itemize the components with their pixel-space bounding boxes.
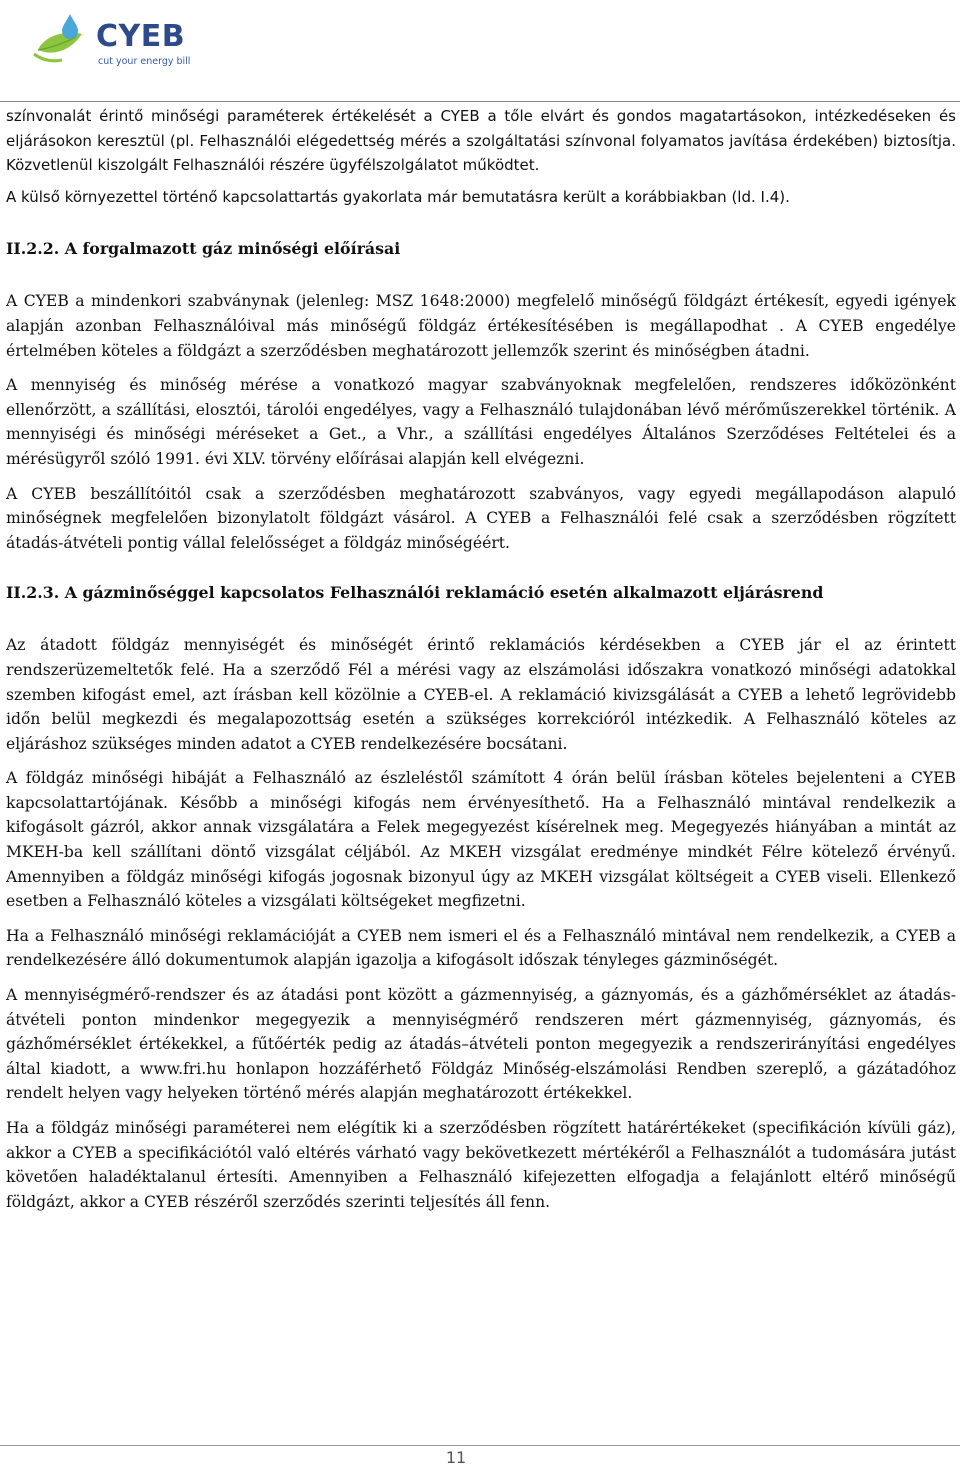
document-body: [6, 104, 956, 1214]
paragraph-standard: A CYEB a mindenkori szabványnak (jelenleg: MSZ 1648:2000) megfelelő minőségű földgázt értékesít, egyedi igények alapján azonban Felhasználóival más minőségű földgáz értékesítésében is megállapodhat . A CYEB engedélye értelmében köteles a földgázt a szerződésben meghatározott jellemzők szerint és minőségben átadni.: [6, 292, 956, 360]
logo-name: CYEB: [96, 19, 186, 54]
section-heading-complaints: II.2.3. A gázminőséggel kapcsolatos Felhasználói reklamáció esetén alkalmazott eljárásrend: [6, 583, 824, 603]
footer-divider: [0, 1445, 960, 1446]
page-number: 11: [445, 1448, 467, 1467]
section-heading-gas-quality: II.2.2. A forgalmazott gáz minőségi előírásai: [6, 239, 401, 259]
paragraph-service-quality: színvonalát érintő minőségi paraméterek értékelését a CYEB a tőle elvárt és gondos magatartásokon, intézkedéseken és eljárásokon keresztül (pl. Felhasználói elégedettség mérés a szolgáltatási színvonal folyamatos javítása érdekében) biztosítja. Közvetlenül kiszolgált Felhasználói részére ügyfélszolgálatot működtet.: [6, 107, 956, 175]
paragraph-off-spec-gas: Ha a földgáz minőségi paraméterei nem elégítik ki a szerződésben rögzített határértékeket (specifikáción kívüli gáz), akkor a CYEB a specifikációtól való eltérés várható vagy bekövetkezett mértékéről a Felhasználót a tudomására jutást követően haladéktalanul értesíti. Amennyiben a Felhasználó kifejezetten elfogadja a felajánlott eltérő minőségű földgázt, akkor a CYEB részéről szerződés szerinti teljesítés áll fenn.: [6, 1119, 956, 1211]
logo-tagline: cut your energy bill: [98, 56, 191, 67]
header-divider: [0, 101, 960, 102]
paragraph-metering-system: A mennyiségmérő-rendszer és az átadási pont között a gázmennyiség, a gáznyomás, és a gázhőmérséklet az átadás-átvételi ponton mindenkor megegyezik a mennyiségmérő rendszeren mért gázmennyiség, gáznyomás, és gázhőmérséklet értékekkel, a fűtőérték pedig az átadás–átvételi ponton megegyezik a rendszerirányítási engedélyes által kiadott, a www.fri.hu honlapon hozzáférhető Földgáz Minőség-elszámolási Rendben szereplő, a gázátadóhoz rendelt helyen vagy helyeken történő mérés alapján meghatározott értékekkel.: [6, 986, 956, 1103]
paragraph-external-contact: A külső környezettel történő kapcsolattartás gyakorlata már bemutatásra került a korábbiakban (ld. I.4).: [6, 187, 790, 206]
paragraph-suppliers: A CYEB beszállítóitól csak a szerződésben meghatározott szabványos, vagy egyedi megállapodáson alapuló minőségnek megfelelően bizonylatolt földgázt vásárol. A CYEB a Felhasználói felé csak a szerződésben rögzített átadás-átvételi pontig vállal felelősséget a földgáz minőségéért.: [6, 484, 956, 552]
cyeb-logo: [30, 10, 200, 70]
leaf-drop-icon: [30, 10, 100, 72]
paragraph-measurement: A mennyiség és minőség mérése a vonatkozó magyar szabványoknak megfelelően, rendszeres időközönként ellenőrzött, a szállítási, elosztói, tárolói engedélyes, vagy a Felhasználó tulajdonában lévő mérőműszerekkel történik. A mennyiségi és minőségi méréseket a Get., a Vhr., a szállítási engedélyes Általános Szerződéses Feltételei és a mérésügyről szóló 1991. évi XLV. törvény előírásai alapján kell elvégezni.: [6, 376, 956, 468]
page-header: [0, 0, 960, 102]
paragraph-complaint-procedure: Az átadott földgáz mennyiségét és minőségét érintő reklamációs kérdésekben a CYEB jár el az érintett rendszerüzemeltetők felé. Ha a szerződő Fél a mérési vagy az elszámolási időszakra vonatkozó minőségi adatokkal szemben kifogást emel, azt írásban kell közölnie a CYEB-el. A reklamáció kivizsgálását a CYEB a lehető legrövidebb időn belül megkezdi és megalapozottság esetén a szükséges korrekcióról intézkedik. A Felhasználó köteles az eljáráshoz szükséges minden adatot a CYEB rendelkezésére bocsátani.: [6, 636, 956, 753]
paragraph-no-sample: Ha a Felhasználó minőségi reklamációját a CYEB nem ismeri el és a Felhasználó mintával nem rendelkezik, a CYEB a rendelkezésére álló dokumentumok alapján igazolja a kifogásolt időszak tényleges gázminőségét.: [6, 926, 956, 970]
paragraph-quality-defect: A földgáz minőségi hibáját a Felhasználó az észleléstől számított 4 órán belül írásban köteles bejelenteni a CYEB kapcsolattartójának. Később a minőségi kifogás nem érvényesíthető. Ha a Felhasználó mintával rendelkezik a kifogásolt gázról, akkor annak vizsgálatára a Felek megegyezést kísérelnek meg. Megegyezés hiányában a mintát az MKEH-ba kell szállítani döntő vizsgálat céljából. Az MKEH vizsgálat eredménye mindkét Félre kötelező érvényű. Amennyiben a földgáz minőségi kifogás jogosnak bizonyul úgy az MKEH vizsgálat költségeit a CYEB viseli. Ellenkező esetben a Felhasználó köteles a vizsgálati költségeket megfizetni.: [6, 769, 956, 911]
